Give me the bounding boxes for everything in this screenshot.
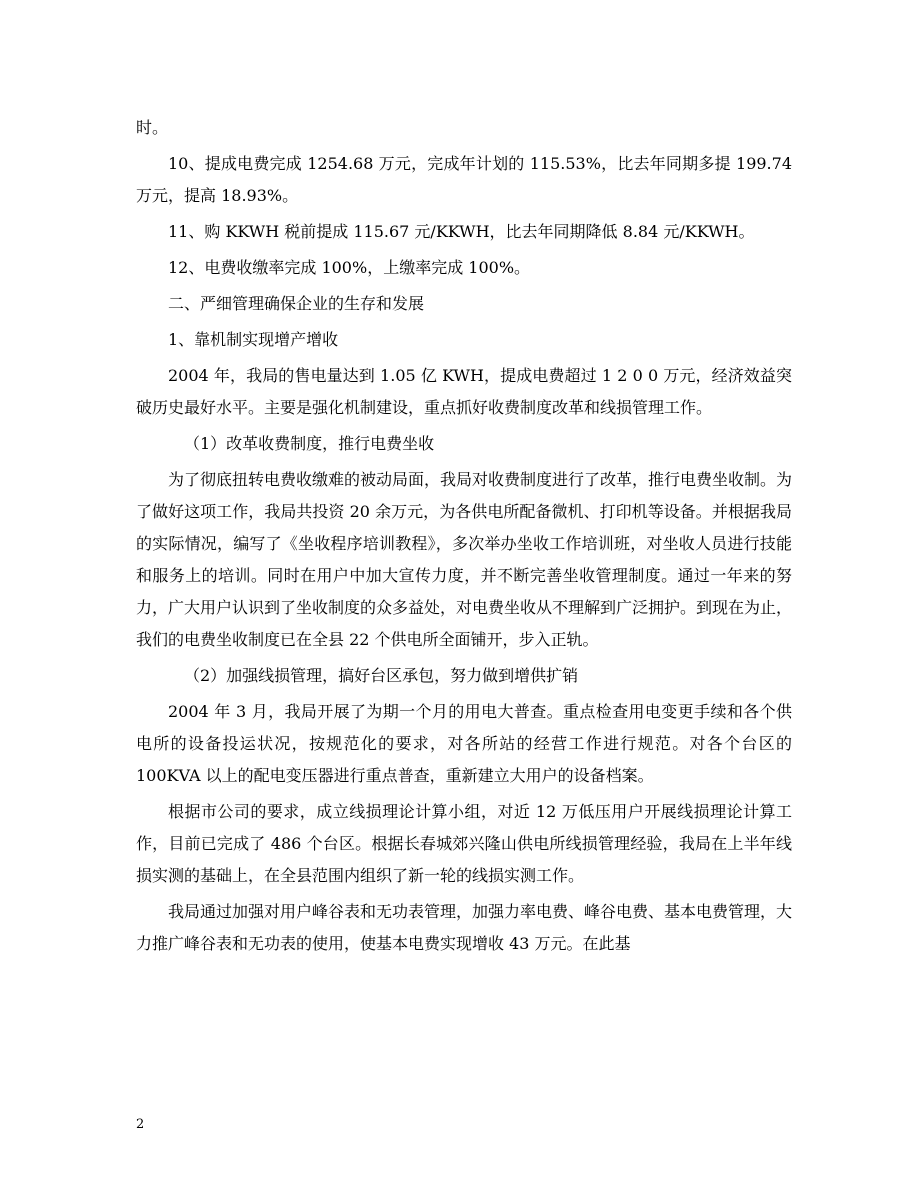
document-body — [136, 112, 792, 964]
paragraph-meter-management: 我局通过加强对用户峰谷表和无功表管理，加强力率电费、峰谷电费、基本电费管理，大力推广峰谷表和无功表的使用，使基本电费实现增收 43 万元。在此基 — [136, 902, 793, 953]
paragraph-line-loss-calculation: 根据市公司的要求，成立线损理论计算小组，对近 12 万低压用户开展线损理论计算工作，目前已完成了 486 个台区。根据长春城郊兴隆山供电所线损管理经验，我局在上半年线损实测的基础上，在全县范围内组织了新一轮的线损实测工作。 — [136, 802, 792, 885]
paragraph-item-11: 11、购 KKWH 税前提成 115.67 元/KKWH，比去年同期降低 8.84 元/KKWH。 — [168, 222, 755, 241]
page-number: 2 — [136, 1117, 145, 1132]
paragraph-2004-summary: 2004 年，我局的售电量达到 1.05 亿 KWH，提成电费超过 1 2 0 0 万元，经济效益突破历史最好水平。主要是强化机制建设，重点抓好收费制度改革和线损管理工作。 — [136, 366, 792, 417]
subheading-fee-reform: （1）改革收费制度，推行电费坐收 — [184, 434, 435, 453]
paragraph-inspection: 2004 年 3 月，我局开展了为期一个月的用电大普查。重点检查用电变更手续和各个供电所的设备投运状况，按规范化的要求，对各所站的经营工作进行规范。对各个台区的 100KVA 以上的配电变压器进行重点普查，重新建立大用户的设备档案。 — [136, 702, 792, 785]
paragraph-item-12: 12、电费收缴率完成 100%，上缴率完成 100%。 — [168, 258, 531, 277]
paragraph-item-10: 10、提成电费完成 1254.68 万元，完成年计划的 115.53%，比去年同期多提 199.74 万元，提高 18.93%。 — [136, 154, 792, 205]
section-heading-2: 二、严细管理确保企业的生存和发展 — [168, 294, 425, 313]
subheading-line-loss: （2）加强线损管理，搞好台区承包，努力做到增供扩销 — [184, 666, 579, 685]
subsection-heading-1: 1、靠机制实现增产增收 — [168, 330, 339, 349]
paragraph-continuation: 时。 — [136, 118, 169, 137]
paragraph-fee-reform: 为了彻底扭转电费收缴难的被动局面，我局对收费制度进行了改革，推行电费坐收制。为了做好这项工作，我局共投资 20 余万元，为各供电所配备微机、打印机等设备。并根据我局的实际情况，编写了《坐收程序培训教程》，多次举办坐收工作培训班，对坐收人员进行技能和服务上的培训。同时在用户中加大宣传力度，并不断完善坐收管理制度。通过一年来的努力，广大用户认识到了坐收制度的众多益处，对电费坐收从不理解到广泛拥护。到现在为止，我们的电费坐收制度已在全县 22 个供电所全面铺开，步入正轨。 — [136, 470, 793, 649]
